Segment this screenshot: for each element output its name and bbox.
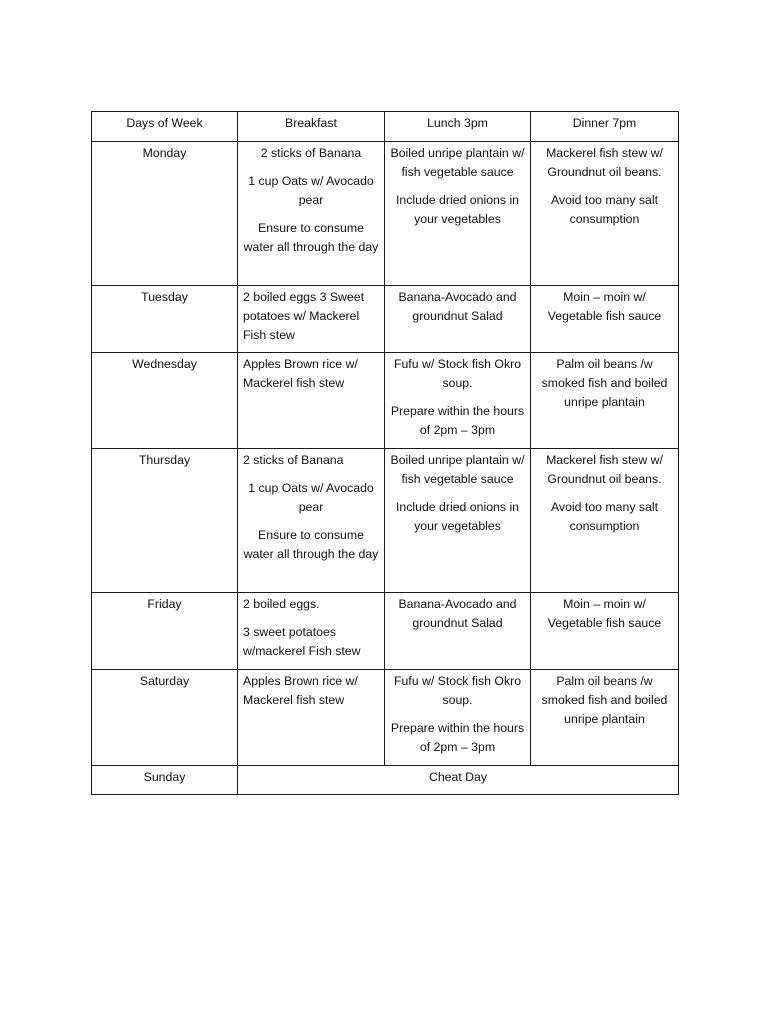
dinner-cell: [531, 286, 679, 353]
lunch-cell: [385, 670, 531, 766]
day-cell: Saturday: [92, 670, 238, 766]
day-cell: Tuesday: [92, 286, 238, 353]
lunch-item: Include dried onions in your vegetables: [395, 500, 520, 533]
breakfast-cell: [238, 593, 385, 670]
dinner-cell: [531, 142, 679, 286]
lunch-item: Prepare within the hours of 2pm – 3pm: [390, 721, 525, 754]
dinner-cell: [531, 449, 679, 593]
breakfast-cell: [238, 286, 385, 353]
dinner-item: Moin – moin w/ Vegetable fish sauce: [547, 290, 662, 323]
lunch-item: Fufu w/ Stock fish Okro soup.: [393, 674, 522, 707]
lunch-cell: [385, 593, 531, 670]
breakfast-item: 2 boiled eggs.: [243, 597, 320, 611]
table-row-tuesday: [92, 286, 679, 353]
weekly-meal-plan-table: [91, 111, 679, 795]
header-days-of-week: Days of Week: [92, 112, 238, 142]
dinner-cell: [531, 353, 679, 449]
breakfast-item: Apples Brown rice w/ Mackerel fish stew: [243, 357, 358, 390]
dinner-item: Avoid too many salt consumption: [550, 193, 659, 226]
dinner-item: Mackerel fish stew w/ Groundnut oil beans.: [546, 146, 663, 179]
breakfast-item: 2 sticks of Banana: [243, 453, 344, 467]
breakfast-item: Apples Brown rice w/ Mackerel fish stew: [243, 674, 358, 707]
breakfast-item: 1 cup Oats w/ Avocado pear: [248, 174, 374, 207]
lunch-cell: [385, 286, 531, 353]
lunch-item: Banana-Avocado and groundnut Salad: [398, 597, 517, 630]
breakfast-cell: [238, 353, 385, 449]
breakfast-cell: [238, 670, 385, 766]
lunch-cell: [385, 449, 531, 593]
table-row-monday: [92, 142, 679, 286]
dinner-item: Avoid too many salt consumption: [550, 500, 659, 533]
lunch-item: Banana-Avocado and groundnut Salad: [398, 290, 517, 323]
lunch-item: Boiled unripe plantain w/ fish vegetable sauce: [390, 146, 525, 179]
lunch-item: Boiled unripe plantain w/ fish vegetable sauce: [390, 453, 525, 486]
table-row-sunday: [92, 766, 679, 795]
breakfast-cell: [238, 449, 385, 593]
breakfast-item: Ensure to consume water all through the day: [243, 221, 379, 254]
table-row-saturday: [92, 670, 679, 766]
dinner-item: Moin – moin w/ Vegetable fish sauce: [547, 597, 662, 630]
dinner-item: Mackerel fish stew w/ Groundnut oil beans.: [546, 453, 663, 486]
table-row-thursday: [92, 449, 679, 593]
breakfast-item: 2 sticks of Banana: [260, 146, 362, 160]
header-lunch: Lunch 3pm: [385, 112, 531, 142]
cheat-day-cell: Cheat Day: [238, 766, 679, 795]
day-cell: Sunday: [92, 766, 238, 795]
header-dinner: Dinner 7pm: [531, 112, 679, 142]
table-row-friday: [92, 593, 679, 670]
day-cell: Monday: [92, 142, 238, 286]
day-cell: Thursday: [92, 449, 238, 593]
lunch-cell: [385, 142, 531, 286]
dinner-item: Palm oil beans /w smoked fish and boiled unripe plantain: [541, 357, 668, 409]
lunch-item: Prepare within the hours of 2pm – 3pm: [390, 404, 525, 437]
breakfast-item: 2 boiled eggs 3 Sweet potatoes w/ Mackerel Fish stew: [243, 290, 365, 342]
lunch-item: Include dried onions in your vegetables: [395, 193, 520, 226]
lunch-item: Fufu w/ Stock fish Okro soup.: [393, 357, 522, 390]
lunch-cell: [385, 353, 531, 449]
table-header-row: [92, 112, 679, 142]
breakfast-item: 1 cup Oats w/ Avocado pear: [248, 481, 374, 514]
day-cell: Wednesday: [92, 353, 238, 449]
header-breakfast: Breakfast: [238, 112, 385, 142]
dinner-item: Palm oil beans /w smoked fish and boiled unripe plantain: [541, 674, 668, 726]
breakfast-cell: [238, 142, 385, 286]
breakfast-item: 3 sweet potatoes w/mackerel Fish stew: [243, 625, 361, 658]
table-row-wednesday: [92, 353, 679, 449]
day-cell: Friday: [92, 593, 238, 670]
dinner-cell: [531, 670, 679, 766]
dinner-cell: [531, 593, 679, 670]
breakfast-item: Ensure to consume water all through the day: [243, 528, 379, 561]
